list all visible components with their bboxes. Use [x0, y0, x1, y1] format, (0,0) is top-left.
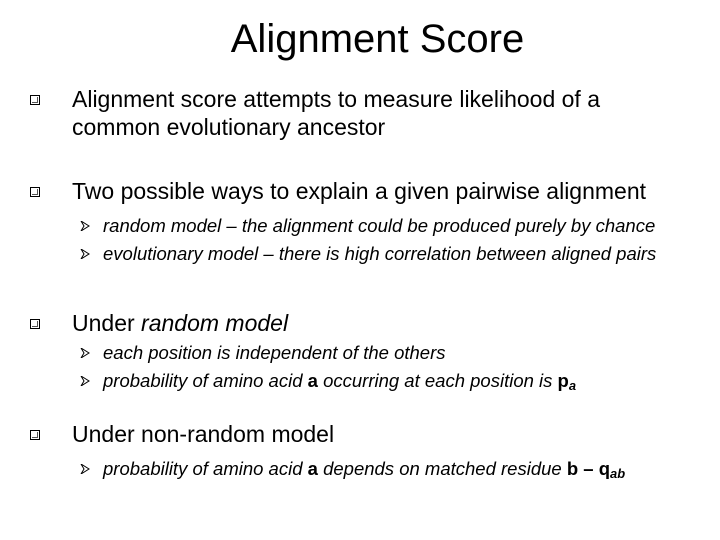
symbol-a: a: [307, 458, 318, 479]
bullet-3-prefix: Under: [72, 310, 142, 336]
symbol-a: a: [307, 370, 318, 391]
bullet-3-emphasis: random model: [141, 310, 289, 336]
bullet-4-text: Under non-random model: [72, 421, 335, 447]
bullet-3-text: [72, 308, 288, 338]
dash: –: [578, 458, 599, 479]
square-bullet-icon: [30, 95, 40, 105]
subscript-a: a: [568, 378, 577, 394]
square-bullet-icon: [30, 319, 40, 329]
symbol-p: p: [557, 370, 569, 391]
slide-title: Alignment Score: [230, 17, 525, 61]
bullet-1-line-1: Alignment score attempts to measure likelihood of a: [72, 86, 600, 112]
text-run: occurring at each position is: [317, 370, 558, 391]
bullet-2-text: Two possible ways to explain a given pairwise alignment: [72, 178, 647, 204]
symbol-b: b: [566, 458, 579, 479]
text-run: probability of amino acid: [103, 458, 308, 479]
sub-bullet-independent: each position is independent of the others: [103, 342, 446, 363]
arrowhead-bullet-icon: [80, 249, 90, 259]
sub-bullet-probability-pa: [103, 369, 576, 398]
arrowhead-bullet-icon: [80, 348, 90, 358]
arrowhead-bullet-icon: [80, 221, 90, 231]
symbol-q: q: [598, 458, 611, 479]
square-bullet-icon: [30, 187, 40, 197]
square-bullet-icon: [30, 430, 40, 440]
arrowhead-bullet-icon: [80, 376, 90, 386]
text-run: probability of amino acid: [103, 370, 308, 391]
subscript-ab: ab: [610, 466, 626, 482]
sub-bullet-evolutionary-model: evolutionary model – there is high correlation between aligned pairs: [103, 243, 657, 264]
arrowhead-bullet-icon: [80, 464, 90, 474]
sub-bullet-probability-qab: [103, 457, 625, 486]
bullet-1-line-2: common evolutionary ancestor: [72, 114, 386, 140]
text-run: depends on matched residue: [317, 458, 567, 479]
sub-bullet-random-model: random model – the alignment could be produced purely by chance: [103, 215, 656, 236]
